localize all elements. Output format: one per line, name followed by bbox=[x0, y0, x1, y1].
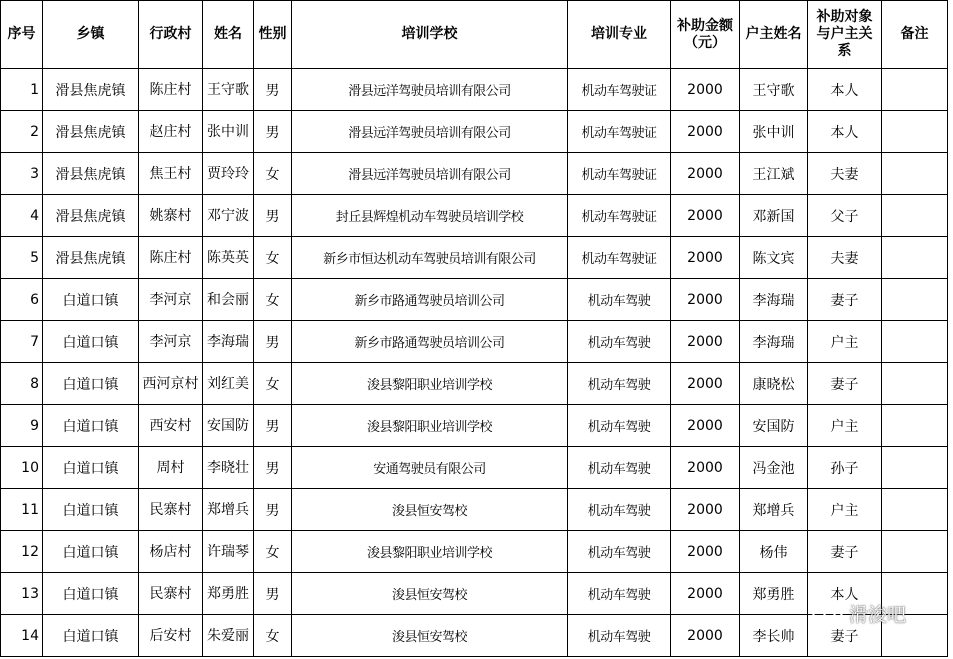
cell-remark bbox=[882, 279, 948, 321]
cell-school: 浚县黎阳职业培训学校 bbox=[292, 405, 568, 447]
cell-village: 李河京 bbox=[139, 279, 203, 321]
cell-seq: 2 bbox=[1, 111, 43, 153]
cell-school: 浚县恒安驾校 bbox=[292, 573, 568, 615]
header-gender: 性别 bbox=[254, 1, 292, 69]
cell-remark bbox=[882, 237, 948, 279]
cell-name: 朱爱丽 bbox=[203, 615, 254, 657]
watermark bbox=[811, 600, 906, 627]
cell-household-head: 冯金池 bbox=[740, 447, 808, 489]
cell-household-head: 王江斌 bbox=[740, 153, 808, 195]
cell-relation: 户主 bbox=[808, 321, 882, 363]
cell-amount: 2000 bbox=[671, 321, 740, 363]
cell-name: 张中训 bbox=[203, 111, 254, 153]
cell-school: 浚县恒安驾校 bbox=[292, 489, 568, 531]
cell-village: 周村 bbox=[139, 447, 203, 489]
cell-town: 滑县焦虎镇 bbox=[43, 195, 139, 237]
header-school: 培训学校 bbox=[292, 1, 568, 69]
cell-relation: 户主 bbox=[808, 489, 882, 531]
cell-seq: 7 bbox=[1, 321, 43, 363]
cell-village: 李河京 bbox=[139, 321, 203, 363]
cell-relation: 孙子 bbox=[808, 447, 882, 489]
cell-major: 机动车驾驶 bbox=[568, 447, 671, 489]
cell-village: 陈庄村 bbox=[139, 69, 203, 111]
table-row bbox=[1, 615, 948, 657]
cell-town: 白道口镇 bbox=[43, 405, 139, 447]
cell-gender: 女 bbox=[254, 363, 292, 405]
table-row bbox=[1, 321, 948, 363]
cell-gender: 男 bbox=[254, 405, 292, 447]
cell-remark bbox=[882, 69, 948, 111]
cell-amount: 2000 bbox=[671, 195, 740, 237]
cell-amount: 2000 bbox=[671, 111, 740, 153]
cell-seq: 3 bbox=[1, 153, 43, 195]
cell-household-head: 康晓松 bbox=[740, 363, 808, 405]
header-seq: 序号 bbox=[1, 1, 43, 69]
cell-gender: 女 bbox=[254, 237, 292, 279]
cell-amount: 2000 bbox=[671, 615, 740, 657]
cell-name: 王守歌 bbox=[203, 69, 254, 111]
cell-seq: 8 bbox=[1, 363, 43, 405]
cell-household-head: 陈文宾 bbox=[740, 237, 808, 279]
cell-village: 赵庄村 bbox=[139, 111, 203, 153]
cell-seq: 6 bbox=[1, 279, 43, 321]
cell-amount: 2000 bbox=[671, 405, 740, 447]
cell-gender: 男 bbox=[254, 195, 292, 237]
cell-major: 机动车驾驶证 bbox=[568, 69, 671, 111]
cell-name: 和会丽 bbox=[203, 279, 254, 321]
cell-town: 白道口镇 bbox=[43, 615, 139, 657]
cell-school: 封丘县辉煌机动车驾驶员培训学校 bbox=[292, 195, 568, 237]
cell-relation: 夫妻 bbox=[808, 153, 882, 195]
cell-household-head: 李长帅 bbox=[740, 615, 808, 657]
cell-amount: 2000 bbox=[671, 489, 740, 531]
cell-gender: 男 bbox=[254, 321, 292, 363]
cell-gender: 男 bbox=[254, 489, 292, 531]
cell-household-head: 李海瑞 bbox=[740, 321, 808, 363]
cell-remark bbox=[882, 153, 948, 195]
cell-village: 西安村 bbox=[139, 405, 203, 447]
cell-relation: 本人 bbox=[808, 573, 882, 615]
table-row bbox=[1, 531, 948, 573]
cell-village: 陈庄村 bbox=[139, 237, 203, 279]
cell-name: 贾玲玲 bbox=[203, 153, 254, 195]
cell-amount: 2000 bbox=[671, 153, 740, 195]
table-row bbox=[1, 447, 948, 489]
cell-remark bbox=[882, 447, 948, 489]
table-row bbox=[1, 195, 948, 237]
cell-seq: 4 bbox=[1, 195, 43, 237]
cell-major: 机动车驾驶 bbox=[568, 573, 671, 615]
cell-village: 西河京村 bbox=[139, 363, 203, 405]
header-remark: 备注 bbox=[882, 1, 948, 69]
cell-remark bbox=[882, 111, 948, 153]
cell-seq: 12 bbox=[1, 531, 43, 573]
cell-amount: 2000 bbox=[671, 531, 740, 573]
cell-school: 安通驾驶员有限公司 bbox=[292, 447, 568, 489]
cell-gender: 女 bbox=[254, 153, 292, 195]
cell-town: 滑县焦虎镇 bbox=[43, 111, 139, 153]
cell-town: 滑县焦虎镇 bbox=[43, 69, 139, 111]
cell-village: 后安村 bbox=[139, 615, 203, 657]
cell-household-head: 郑增兵 bbox=[740, 489, 808, 531]
cell-school: 滑县远洋驾驶员培训有限公司 bbox=[292, 153, 568, 195]
cell-major: 机动车驾驶证 bbox=[568, 153, 671, 195]
cell-name: 郑增兵 bbox=[203, 489, 254, 531]
cell-town: 白道口镇 bbox=[43, 531, 139, 573]
cell-name: 李晓壮 bbox=[203, 447, 254, 489]
cell-seq: 13 bbox=[1, 573, 43, 615]
cell-relation: 妻子 bbox=[808, 363, 882, 405]
cell-remark bbox=[882, 363, 948, 405]
cell-relation: 父子 bbox=[808, 195, 882, 237]
wechat-icon bbox=[811, 601, 845, 627]
header-household-head: 户主姓名 bbox=[740, 1, 808, 69]
cell-relation: 妻子 bbox=[808, 279, 882, 321]
cell-household-head: 杨伟 bbox=[740, 531, 808, 573]
cell-town: 白道口镇 bbox=[43, 363, 139, 405]
cell-household-head: 李海瑞 bbox=[740, 279, 808, 321]
cell-amount: 2000 bbox=[671, 237, 740, 279]
cell-seq: 9 bbox=[1, 405, 43, 447]
cell-major: 机动车驾驶 bbox=[568, 321, 671, 363]
cell-remark bbox=[882, 531, 948, 573]
cell-amount: 2000 bbox=[671, 279, 740, 321]
cell-school: 浚县恒安驾校 bbox=[292, 615, 568, 657]
cell-school: 滑县远洋驾驶员培训有限公司 bbox=[292, 111, 568, 153]
cell-school: 浚县黎阳职业培训学校 bbox=[292, 531, 568, 573]
cell-gender: 男 bbox=[254, 111, 292, 153]
cell-village: 杨店村 bbox=[139, 531, 203, 573]
header-relation: 补助对象与户主关系 bbox=[808, 1, 882, 69]
cell-remark bbox=[882, 489, 948, 531]
cell-major: 机动车驾驶证 bbox=[568, 195, 671, 237]
cell-gender: 女 bbox=[254, 531, 292, 573]
cell-major: 机动车驾驶 bbox=[568, 363, 671, 405]
cell-seq: 11 bbox=[1, 489, 43, 531]
cell-village: 姚寨村 bbox=[139, 195, 203, 237]
cell-village: 焦王村 bbox=[139, 153, 203, 195]
cell-name: 许瑞琴 bbox=[203, 531, 254, 573]
cell-seq: 5 bbox=[1, 237, 43, 279]
cell-amount: 2000 bbox=[671, 363, 740, 405]
cell-relation: 夫妻 bbox=[808, 237, 882, 279]
cell-relation: 本人 bbox=[808, 111, 882, 153]
cell-school: 新乡市恒达机动车驾驶员培训有限公司 bbox=[292, 237, 568, 279]
cell-gender: 男 bbox=[254, 447, 292, 489]
cell-school: 新乡市路通驾驶员培训公司 bbox=[292, 279, 568, 321]
table-row bbox=[1, 69, 948, 111]
cell-gender: 女 bbox=[254, 279, 292, 321]
cell-school: 浚县黎阳职业培训学校 bbox=[292, 363, 568, 405]
cell-seq: 14 bbox=[1, 615, 43, 657]
cell-name: 李海瑞 bbox=[203, 321, 254, 363]
table-row bbox=[1, 363, 948, 405]
table-row bbox=[1, 405, 948, 447]
cell-name: 安国防 bbox=[203, 405, 254, 447]
cell-remark bbox=[882, 405, 948, 447]
cell-household-head: 邓新国 bbox=[740, 195, 808, 237]
cell-major: 机动车驾驶 bbox=[568, 615, 671, 657]
cell-relation: 妻子 bbox=[808, 531, 882, 573]
cell-household-head: 张中训 bbox=[740, 111, 808, 153]
header-town: 乡镇 bbox=[43, 1, 139, 69]
cell-town: 白道口镇 bbox=[43, 447, 139, 489]
cell-amount: 2000 bbox=[671, 69, 740, 111]
cell-remark bbox=[882, 195, 948, 237]
cell-amount: 2000 bbox=[671, 573, 740, 615]
cell-household-head: 安国防 bbox=[740, 405, 808, 447]
header-village: 行政村 bbox=[139, 1, 203, 69]
cell-town: 白道口镇 bbox=[43, 279, 139, 321]
cell-seq: 1 bbox=[1, 69, 43, 111]
cell-gender: 男 bbox=[254, 69, 292, 111]
table-row bbox=[1, 111, 948, 153]
table-row bbox=[1, 489, 948, 531]
watermark-text: 滑浚吧 bbox=[849, 604, 907, 626]
table-row bbox=[1, 279, 948, 321]
cell-town: 白道口镇 bbox=[43, 321, 139, 363]
cell-school: 新乡市路通驾驶员培训公司 bbox=[292, 321, 568, 363]
cell-name: 陈英英 bbox=[203, 237, 254, 279]
cell-relation: 妻子 bbox=[808, 615, 882, 657]
cell-major: 机动车驾驶 bbox=[568, 405, 671, 447]
cell-household-head: 王守歌 bbox=[740, 69, 808, 111]
cell-village: 民寨村 bbox=[139, 573, 203, 615]
cell-town: 滑县焦虎镇 bbox=[43, 153, 139, 195]
header-amount: 补助金额（元） bbox=[671, 1, 740, 69]
header-row bbox=[1, 1, 948, 69]
cell-relation: 户主 bbox=[808, 405, 882, 447]
cell-gender: 男 bbox=[254, 573, 292, 615]
cell-major: 机动车驾驶 bbox=[568, 279, 671, 321]
cell-seq: 10 bbox=[1, 447, 43, 489]
cell-household-head: 郑勇胜 bbox=[740, 573, 808, 615]
cell-major: 机动车驾驶证 bbox=[568, 111, 671, 153]
cell-name: 刘红美 bbox=[203, 363, 254, 405]
cell-major: 机动车驾驶 bbox=[568, 531, 671, 573]
cell-town: 白道口镇 bbox=[43, 489, 139, 531]
cell-name: 邓宁波 bbox=[203, 195, 254, 237]
cell-name: 郑勇胜 bbox=[203, 573, 254, 615]
header-name: 姓名 bbox=[203, 1, 254, 69]
cell-village: 民寨村 bbox=[139, 489, 203, 531]
cell-relation: 本人 bbox=[808, 69, 882, 111]
header-major: 培训专业 bbox=[568, 1, 671, 69]
table-row bbox=[1, 237, 948, 279]
cell-gender: 女 bbox=[254, 615, 292, 657]
cell-amount: 2000 bbox=[671, 447, 740, 489]
table-row bbox=[1, 153, 948, 195]
cell-town: 滑县焦虎镇 bbox=[43, 237, 139, 279]
table-row bbox=[1, 573, 948, 615]
cell-town: 白道口镇 bbox=[43, 573, 139, 615]
cell-school: 滑县远洋驾驶员培训有限公司 bbox=[292, 69, 568, 111]
cell-remark bbox=[882, 321, 948, 363]
cell-major: 机动车驾驶证 bbox=[568, 237, 671, 279]
cell-major: 机动车驾驶 bbox=[568, 489, 671, 531]
